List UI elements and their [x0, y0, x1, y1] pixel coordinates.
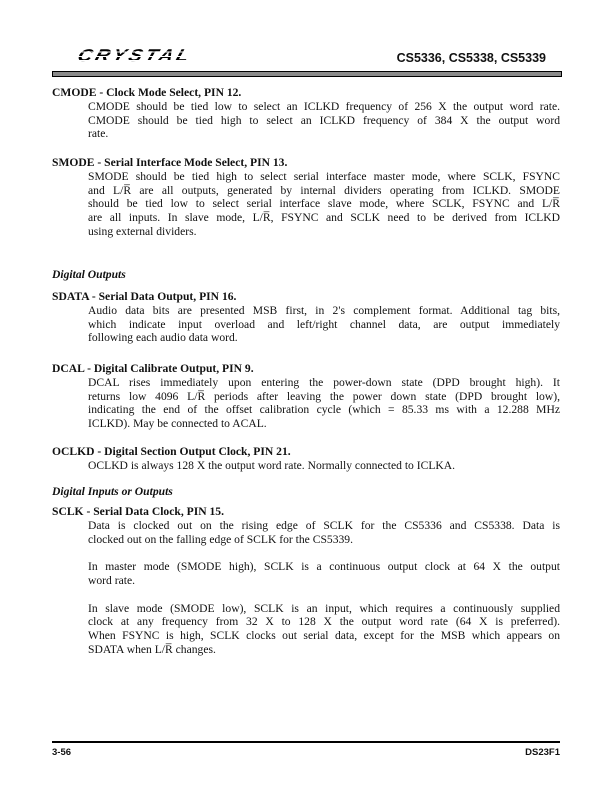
text-line: returns low 4096 L/R̅ periods after leaving the power down state (DPD brought low),: [88, 389, 560, 403]
text-line: clock at any frequency from 32 X to 128 X the output word rate (64 X is preferred).: [88, 615, 560, 629]
text-line: word rate.: [88, 573, 135, 587]
text-line: When FSYNC is high, SCLK clocks out serial data, except for the MSB which appears on: [88, 629, 560, 643]
section-oclkd: [52, 445, 560, 473]
text-line: using external dividers.: [88, 224, 197, 238]
category-heading: Digital Inputs or Outputs: [52, 485, 173, 498]
section-sclk: [52, 505, 560, 657]
text-line: indicating the end of the offset calibration cycle (which = 85.33 ms with a 12.288 MHz: [88, 403, 560, 417]
text-line: and L/R̅ are all outputs, generated by internal dividers operating from ICLKD. SMODE: [88, 183, 560, 197]
text-line: In slave mode (SMODE low), SCLK is an input, which requires a continuously supplied: [88, 601, 560, 615]
text-line: clocked out on the falling edge of SCLK for the CS5339.: [88, 532, 353, 546]
text-line: following each audio data word.: [88, 331, 238, 345]
text-line: should be tied low to select serial interface slave mode, where SCLK, FSYNC and L/R̅: [88, 197, 560, 211]
section-heading: CMODE - Clock Mode Select, PIN 12.: [52, 86, 242, 99]
text-line: SMODE should be tied high to select serial interface master mode, where SCLK, FSYNC: [88, 169, 560, 183]
text-line: Audio data bits are presented MSB first, in 2's complement format. Additional tag bits,: [88, 303, 560, 317]
section-sdata: [52, 290, 560, 345]
text-line: DCAL rises immediately upon entering the power-down state (DPD brought high). It: [88, 375, 560, 389]
text-line: which indicate input overload and left/right channel data, are output immediately: [88, 317, 560, 331]
section-heading: SCLK - Serial Data Clock, PIN 15.: [52, 505, 224, 518]
section-heading: DCAL - Digital Calibrate Output, PIN 9.: [52, 362, 254, 375]
header-divider: [52, 71, 562, 77]
text-line: ICLKD). May be connected to ACAL.: [88, 417, 267, 431]
text-line: In master mode (SMODE high), SCLK is a continuous output clock at 64 X the output: [88, 560, 560, 574]
crystal-logo: CRYSTAL: [74, 46, 195, 66]
category-heading: Digital Outputs: [52, 268, 126, 281]
section-dcal: [52, 362, 560, 431]
section-heading: OCLKD - Digital Section Output Clock, PIN 21.: [52, 445, 291, 458]
footer-divider: [52, 741, 560, 743]
text-line: rate.: [88, 127, 109, 141]
section-cmode: [52, 86, 560, 141]
text-line: are all inputs. In slave mode, L/R̅, FSYNC and SCLK need to be derived from ICLKD: [88, 211, 560, 225]
document-id: DS23F1: [525, 747, 560, 758]
section-heading: SMODE - Serial Interface Mode Select, PIN 13.: [52, 156, 288, 169]
text-line: OCLKD is always 128 X the output word rate. Normally connected to ICLKA.: [88, 458, 456, 472]
text-line: CMODE should be tied low to select an ICLKD frequency of 256 X the output word rate.: [88, 99, 560, 113]
text-line: Data is clocked out on the rising edge of SCLK for the CS5336 and CS5338. Data is: [88, 518, 560, 532]
text-line: CMODE should be tied high to select an ICLKD frequency of 384 X the output word: [88, 113, 560, 127]
section-smode: [52, 156, 560, 239]
document-title: CS5336, CS5338, CS5339: [396, 51, 546, 65]
page-number: 3-56: [52, 747, 72, 758]
section-heading: SDATA - Serial Data Output, PIN 16.: [52, 290, 237, 303]
text-line: SDATA when L/R̅ changes.: [88, 642, 216, 656]
